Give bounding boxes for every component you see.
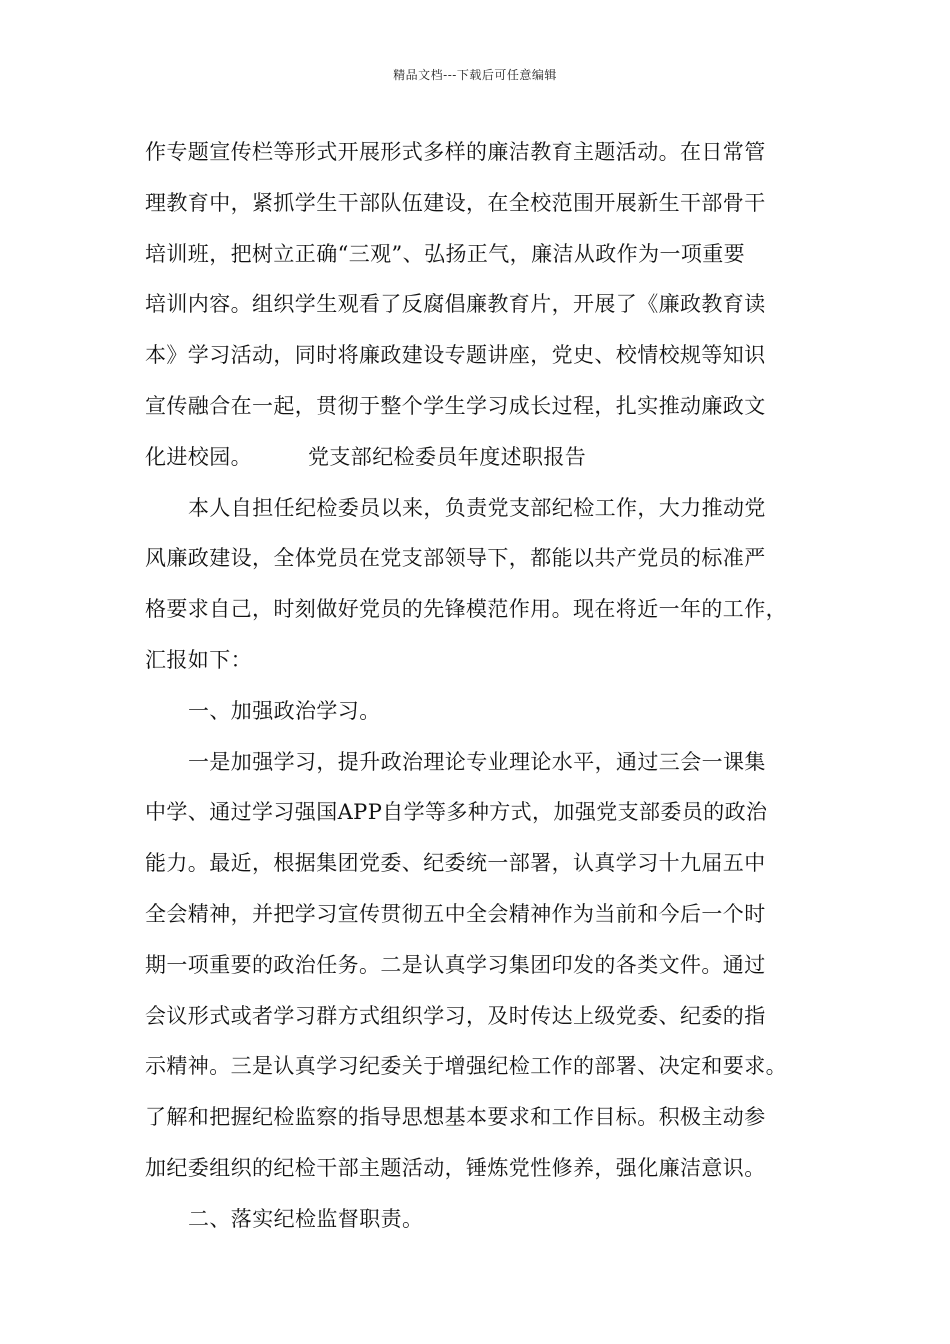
section-heading: 二、落实纪检监督职责。 <box>188 1206 424 1231</box>
body-line-with-title <box>145 432 821 483</box>
body-line: 培训内容。组织学生观看了反腐倡廉教育片，开展了《廉政教育读 <box>145 292 766 317</box>
section-line: 加纪委组织的纪检干部主题活动，锤炼党性修养，强化廉洁意识。 <box>145 1155 766 1180</box>
body-line: 宣传融合在一起，贯彻于整个学生学习成长过程，扎实推动廉政文 <box>145 393 766 418</box>
section-heading: 一、加强政治学习。 <box>188 698 381 723</box>
intro-line: 汇报如下： <box>145 647 252 672</box>
page-header: 精品文档---下载后可任意编辑 <box>393 68 557 82</box>
report-title: 党支部纪检委员年度述职报告 <box>308 444 587 469</box>
section-line: 一是加强学习，提升政治理论专业理论水平，通过三会一课集 <box>188 749 766 774</box>
document-body <box>145 127 821 1245</box>
intro-line: 风廉政建设，全体党员在党支部领导下，都能以共产党员的标准严 <box>145 546 766 571</box>
body-line: 本》学习活动，同时将廉政建设专题讲座，党史、校情校规等知识 <box>145 343 766 368</box>
body-line: 培训班，把树立正确“三观”、弘扬正气，廉洁从政作为一项重要 <box>145 241 746 266</box>
body-line-end: 化进校园。 <box>145 444 252 469</box>
intro-line: 本人自担任纪检委员以来，负责党支部纪检工作，大力推动党 <box>188 495 766 520</box>
section-line: 了解和把握纪检监察的指导思想基本要求和工作目标。积极主动参 <box>145 1105 766 1130</box>
section-line: 能力。最近，根据集团党委、纪委统一部署，认真学习十九届五中 <box>145 851 766 876</box>
section-line: 示精神。三是认真学习纪委关于增强纪检工作的部署、决定和要求。 <box>145 1054 787 1079</box>
section-line: 全会精神，并把学习宣传贯彻五中全会精神作为当前和今后一个时 <box>145 901 766 926</box>
body-line: 理教育中，紧抓学生干部队伍建设，在全校范围开展新生干部骨干 <box>145 190 766 215</box>
section-line: 中学、通过学习强国APP自学等多种方式，加强党支部委员的政治 <box>145 800 768 825</box>
body-line: 作专题宣传栏等形式开展形式多样的廉洁教育主题活动。在日常管 <box>145 140 766 164</box>
intro-line: 格要求自己，时刻做好党员的先锋模范作用。现在将近一年的工作， <box>145 597 787 622</box>
section-line: 会议形式或者学习群方式组织学习，及时传达上级党委、纪委的指 <box>145 1003 766 1028</box>
section-line: 期一项重要的政治任务。二是认真学习集团印发的各类文件。通过 <box>145 952 766 977</box>
